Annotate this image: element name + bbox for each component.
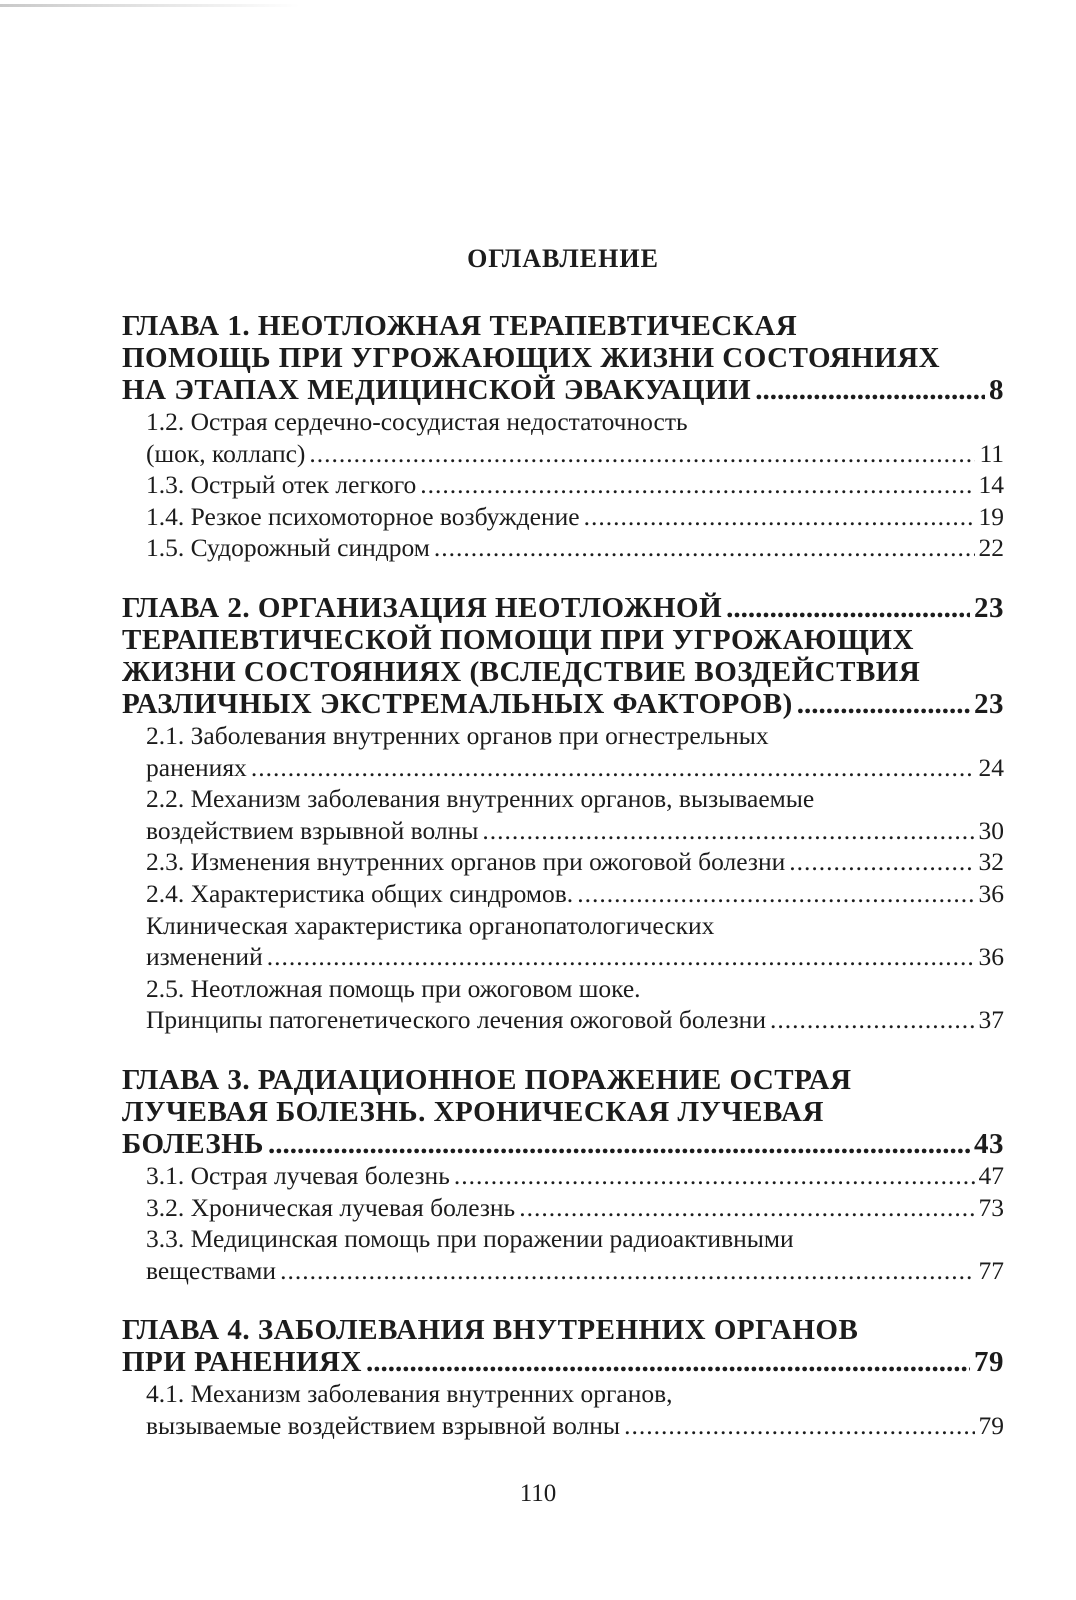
section-entry xyxy=(146,1192,1004,1224)
section-page-number: 24 xyxy=(978,752,1004,782)
toc-chapter xyxy=(122,1064,1004,1286)
chapter-page-number: 23 xyxy=(974,687,1004,720)
section-page-number: 77 xyxy=(978,1255,1004,1285)
page-number: 110 xyxy=(519,1480,557,1507)
dot-leader xyxy=(251,752,975,784)
toc-heading: ОГЛАВЛЕНИЕ xyxy=(467,244,659,273)
chapter-page-number: 79 xyxy=(974,1346,1004,1379)
chapter-title-line xyxy=(122,1064,1004,1096)
section-title: (шок, коллапс) xyxy=(146,438,306,468)
scan-edge-mark xyxy=(0,4,300,7)
section-entry xyxy=(146,720,1004,752)
section-page-number: 22 xyxy=(978,533,1004,563)
section-entry xyxy=(146,532,1004,564)
section-title: 1.4. Резкое психомоторное возбуждение xyxy=(146,501,580,531)
chapter-title-line xyxy=(122,310,1004,342)
section-list xyxy=(122,1378,1004,1441)
section-page-number: 47 xyxy=(978,1160,1004,1190)
chapter-title-line xyxy=(122,656,1004,688)
section-entry xyxy=(146,846,1004,878)
section-title: 2.5. Неотложная помощь при ожоговом шоке. xyxy=(146,973,641,1003)
section-title: 3.1. Острая лучевая болезнь xyxy=(146,1160,450,1190)
section-entry xyxy=(146,752,1004,784)
section-title: вызываемые воздействием взрывной волны xyxy=(146,1410,621,1440)
chapter-title-text: ТЕРАПЕВТИЧЕСКОЙ ПОМОЩИ ПРИ УГРОЖАЮЩИХ xyxy=(122,623,914,656)
section-list xyxy=(122,1160,1004,1286)
section-entry xyxy=(146,501,1004,533)
dot-leader xyxy=(366,1346,970,1378)
chapter-title-text: ГЛАВА 4. ЗАБОЛЕВАНИЯ ВНУТРЕННИХ ОРГАНОВ xyxy=(122,1314,859,1347)
section-entry xyxy=(146,783,1004,815)
section-entry xyxy=(146,815,1004,847)
section-title: ранениях xyxy=(146,752,247,782)
section-title: 3.2. Хроническая лучевая болезнь xyxy=(146,1192,516,1222)
section-entry xyxy=(146,1410,1004,1442)
chapter-title-line xyxy=(122,1128,1004,1160)
chapter-title-line xyxy=(122,374,1004,406)
section-page-number: 79 xyxy=(978,1410,1004,1440)
section-title: воздействием взрывной волны xyxy=(146,815,479,845)
dot-leader xyxy=(624,1410,974,1442)
dot-leader xyxy=(420,469,974,501)
section-page-number: 11 xyxy=(979,438,1004,468)
section-title: Клиническая характеристика органопатологических xyxy=(146,910,715,940)
chapter-title-line xyxy=(122,624,1004,656)
section-entry xyxy=(146,469,1004,501)
section-page-number: 19 xyxy=(978,501,1004,531)
chapter-title-text: ГЛАВА 2. ОРГАНИЗАЦИЯ НЕОТЛОЖНОЙ xyxy=(122,591,723,624)
toc-chapter xyxy=(122,1314,1004,1441)
dot-leader xyxy=(280,1255,974,1287)
section-entry xyxy=(146,1378,1004,1410)
section-entry xyxy=(146,438,1004,470)
chapter-title-line xyxy=(122,342,1004,374)
chapter-title-line xyxy=(122,1096,1004,1128)
section-page-number: 73 xyxy=(978,1192,1004,1222)
chapter-title-text: ГЛАВА 3. РАДИАЦИОННОЕ ПОРАЖЕНИЕ ОСТРАЯ xyxy=(122,1063,852,1096)
dot-leader xyxy=(268,1128,970,1160)
chapter-title-line xyxy=(122,1314,1004,1346)
dot-leader xyxy=(309,438,975,470)
chapter-title-text: ЖИЗНИ СОСТОЯНИЯХ (ВСЛЕДСТВИЕ ВОЗДЕЙСТВИЯ xyxy=(122,655,921,688)
dot-leader xyxy=(454,1160,975,1192)
chapter-page-number: 23 xyxy=(974,591,1004,624)
dot-leader xyxy=(519,1192,974,1224)
dot-leader xyxy=(755,374,985,406)
dot-leader xyxy=(577,878,974,910)
section-list xyxy=(122,720,1004,1036)
section-title: 1.3. Острый отек легкого xyxy=(146,470,417,500)
chapter-title-text: ГЛАВА 1. НЕОТЛОЖНАЯ ТЕРАПЕВТИЧЕСКАЯ xyxy=(122,310,798,342)
section-page-number: 36 xyxy=(978,942,1004,972)
section-title: Принципы патогенетического лечения ожоговой болезни xyxy=(146,1005,766,1035)
dot-leader xyxy=(584,501,975,533)
toc-chapter xyxy=(122,310,1004,564)
section-title: 3.3. Медицинская помощь при поражении радиоактивными xyxy=(146,1224,794,1254)
section-title: веществами xyxy=(146,1255,277,1285)
chapter-title-text: ПОМОЩЬ ПРИ УГРОЖАЮЩИХ ЖИЗНИ СОСТОЯНИЯХ xyxy=(122,342,941,374)
section-page-number: 32 xyxy=(978,847,1004,877)
toc-chapter xyxy=(122,592,1004,1036)
dot-leader xyxy=(434,532,975,564)
chapter-title-text: РАЗЛИЧНЫХ ЭКСТРЕМАЛЬНЫХ ФАКТОРОВ) xyxy=(122,687,793,720)
section-entry xyxy=(146,878,1004,910)
dot-leader xyxy=(797,688,970,720)
section-page-number: 30 xyxy=(978,815,1004,845)
dot-leader xyxy=(267,941,975,973)
section-title: 1.2. Острая сердечно-сосудистая недостаточность xyxy=(146,407,688,436)
section-title: изменений xyxy=(146,942,263,972)
toc-list xyxy=(122,310,1004,1469)
section-title: 2.2. Механизм заболевания внутренних органов, вызываемые xyxy=(146,784,815,814)
section-title: 1.5. Судорожный синдром xyxy=(146,533,430,563)
chapter-title-line xyxy=(122,688,1004,720)
chapter-title-text: НА ЭТАПАХ МЕДИЦИНСКОЙ ЭВАКУАЦИИ xyxy=(122,374,752,406)
section-entry xyxy=(146,973,1004,1005)
chapter-page-number: 43 xyxy=(974,1127,1004,1160)
section-title: 4.1. Механизм заболевания внутренних органов, xyxy=(146,1379,673,1409)
section-page-number: 14 xyxy=(978,470,1004,500)
section-entry xyxy=(146,1160,1004,1192)
section-entry xyxy=(146,1004,1004,1036)
dot-leader xyxy=(482,815,974,847)
dot-leader xyxy=(770,1004,975,1036)
section-entry xyxy=(146,910,1004,942)
section-entry xyxy=(146,941,1004,973)
chapter-title-text: ПРИ РАНЕНИЯХ xyxy=(122,1346,362,1379)
section-page-number: 37 xyxy=(978,1005,1004,1035)
section-entry xyxy=(146,1255,1004,1287)
section-title: 2.1. Заболевания внутренних органов при огнестрельных xyxy=(146,720,769,750)
section-page-number: 36 xyxy=(978,878,1004,908)
chapter-title-text: БОЛЕЗНЬ xyxy=(122,1127,264,1160)
dot-leader xyxy=(726,592,970,624)
chapter-page-number: 8 xyxy=(989,374,1004,406)
section-title: 2.3. Изменения внутренних органов при ожоговой болезни xyxy=(146,847,786,877)
section-title: 2.4. Характеристика общих синдромов. xyxy=(146,878,574,908)
section-entry xyxy=(146,406,1004,438)
section-entry xyxy=(146,1223,1004,1255)
section-list xyxy=(122,406,1004,564)
chapter-title-line xyxy=(122,592,1004,624)
chapter-title-text: ЛУЧЕВАЯ БОЛЕЗНЬ. ХРОНИЧЕСКАЯ ЛУЧЕВАЯ xyxy=(122,1095,824,1128)
chapter-title-line xyxy=(122,1346,1004,1378)
dot-leader xyxy=(789,846,974,878)
